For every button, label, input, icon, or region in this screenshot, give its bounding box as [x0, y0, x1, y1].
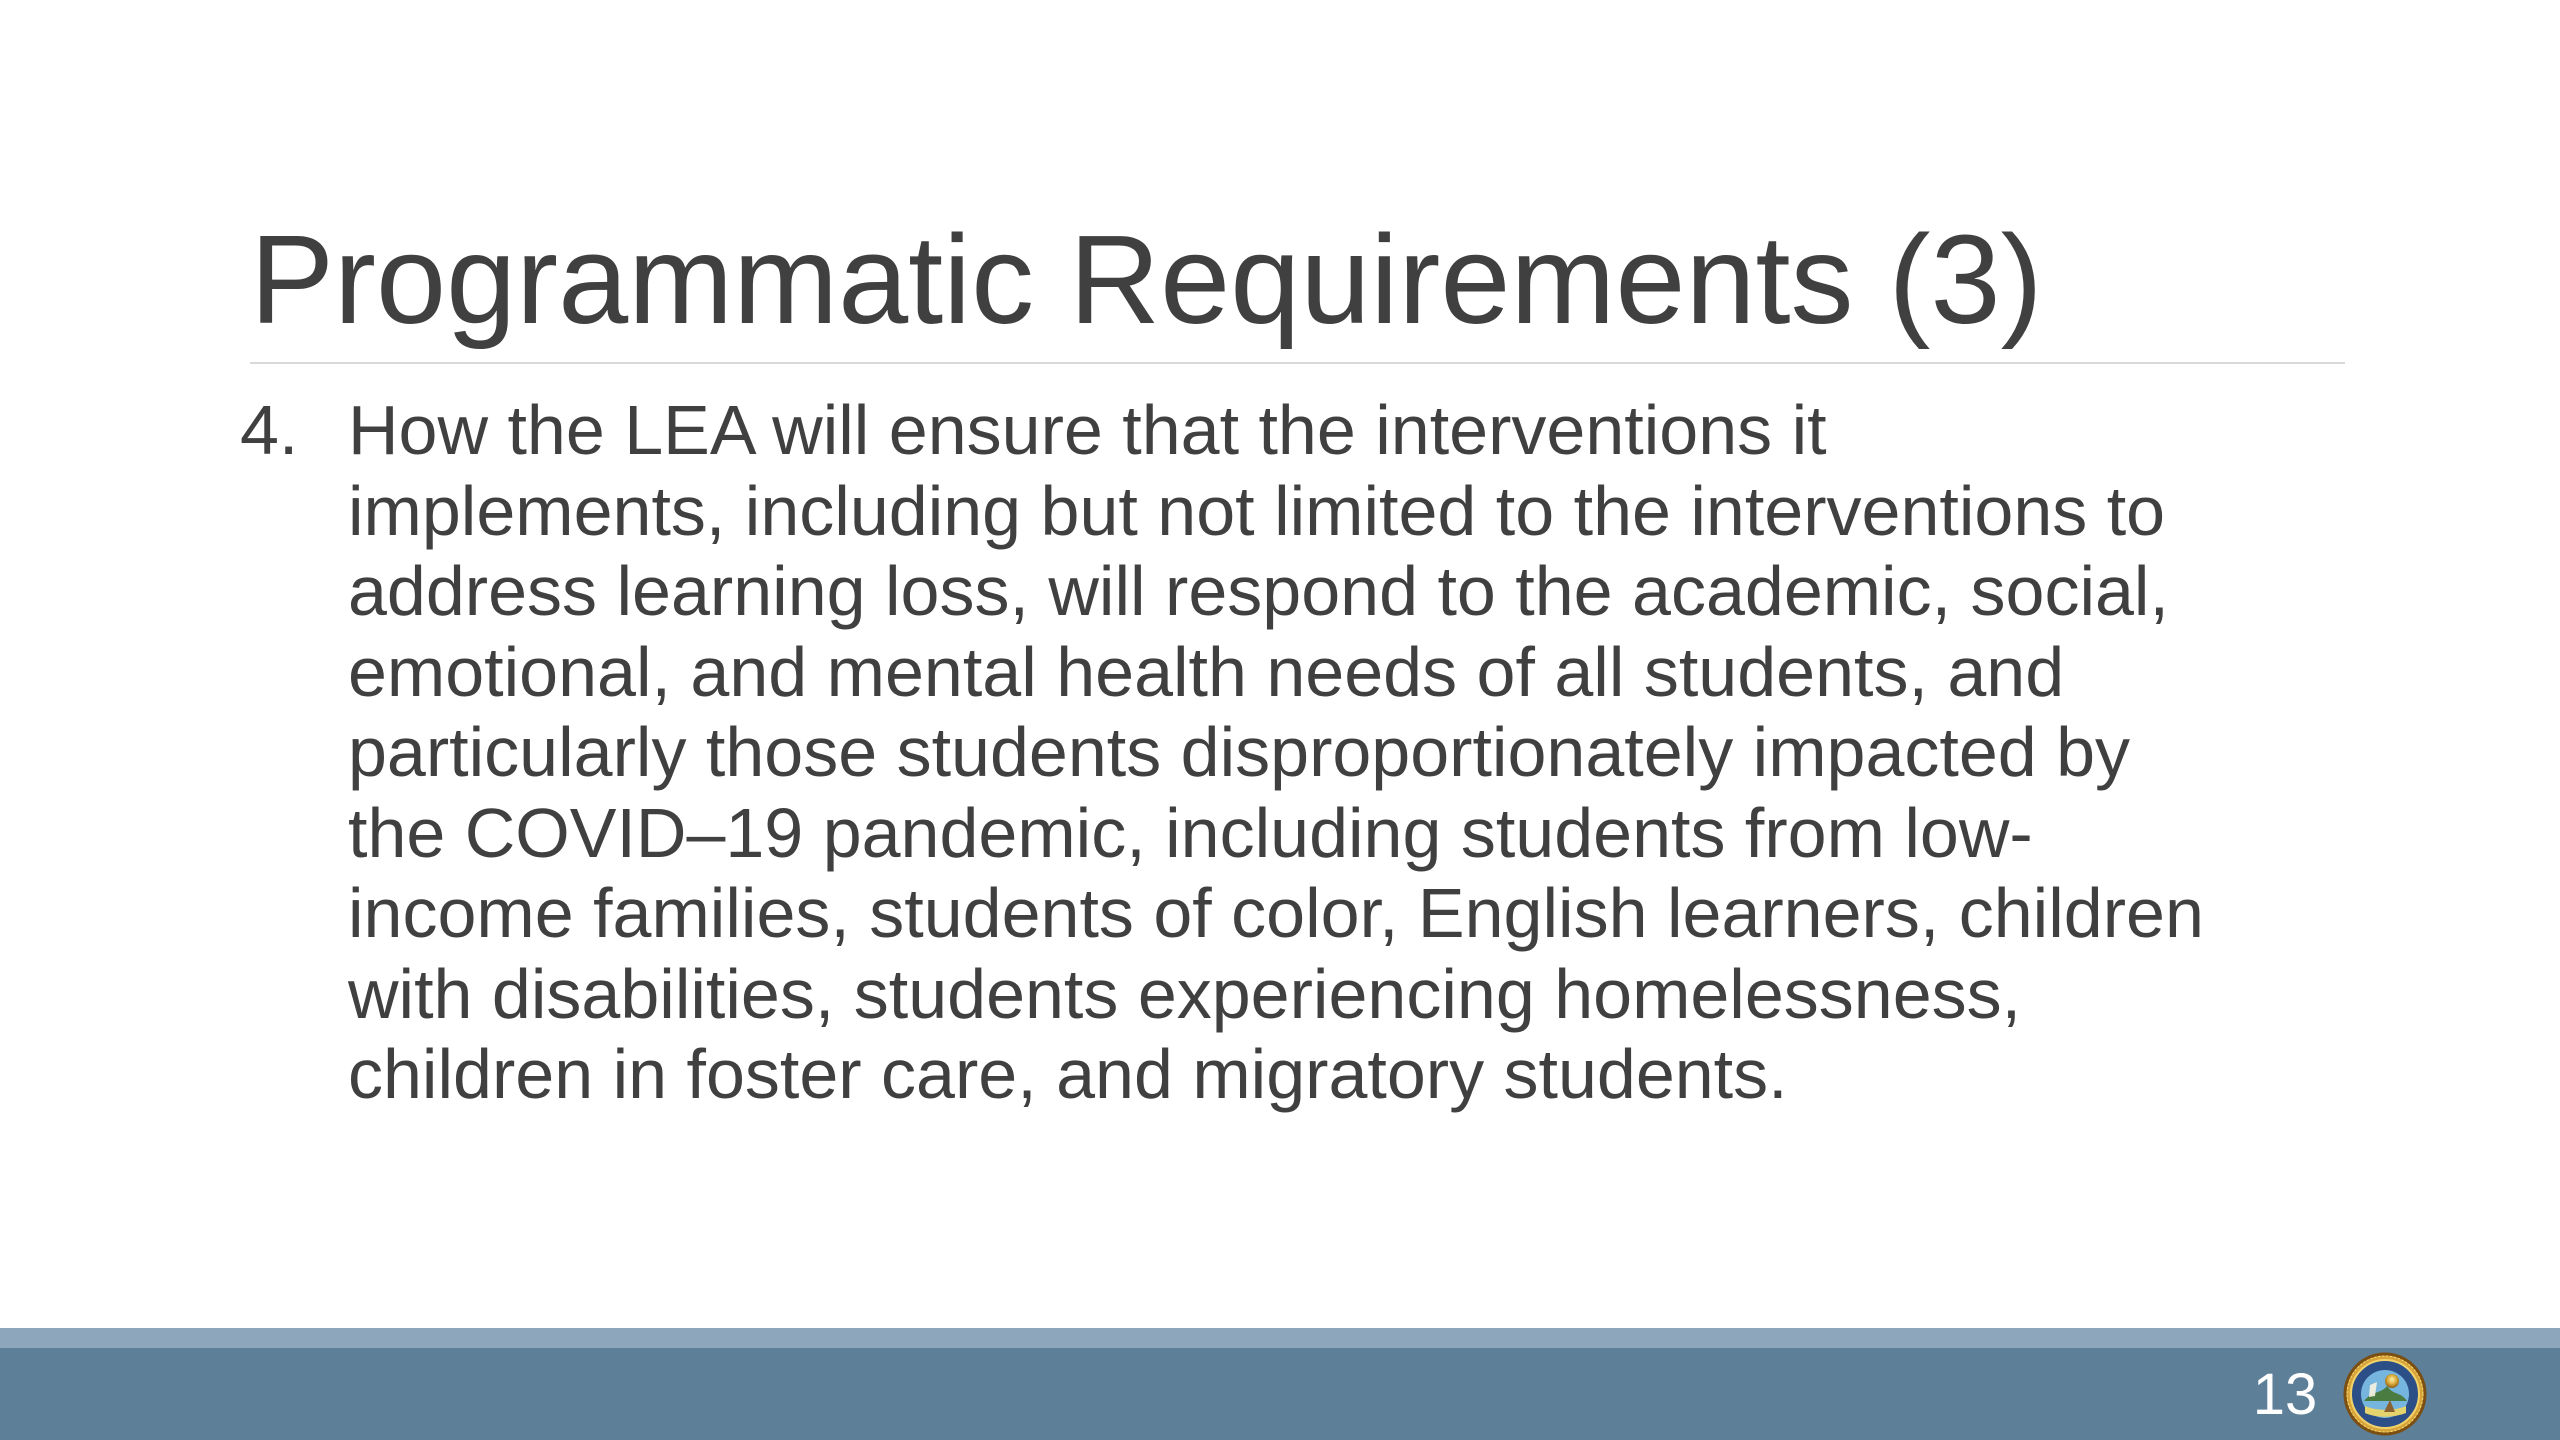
list-item-line: with disabilities, students experiencing homelessness, [348, 954, 2022, 1033]
list-item-line: implements, including but not limited to the interventions to [348, 471, 2166, 550]
list-item-text [348, 390, 2348, 1115]
footer-bar [0, 1348, 2560, 1440]
list-item-line: children in foster care, and migratory students. [348, 1035, 1788, 1113]
list-item-line: address learning loss, will respond to the academic, social, [348, 552, 2169, 630]
list-item-line: emotional, and mental health needs of all students, and [348, 632, 2065, 711]
title-divider [250, 362, 2345, 364]
requirements-list [240, 390, 2350, 1115]
list-item-line: income families, students of color, English learners, children [348, 874, 2204, 952]
state-seal-icon [2342, 1351, 2428, 1437]
list-item [240, 390, 2350, 1115]
list-item-line: particularly those students disproportionately impacted by [348, 713, 2131, 791]
list-item-line: How the LEA will ensure that the interventions it [348, 391, 1827, 469]
list-item-number: 4. [240, 391, 299, 469]
list-item-line: the COVID–19 pandemic, including students from low- [348, 793, 2033, 872]
footer-accent-stripe [0, 1328, 2560, 1348]
slide-title: Programmatic Requirements (3) [250, 209, 2043, 350]
page-number: 13 [2252, 1362, 2318, 1427]
